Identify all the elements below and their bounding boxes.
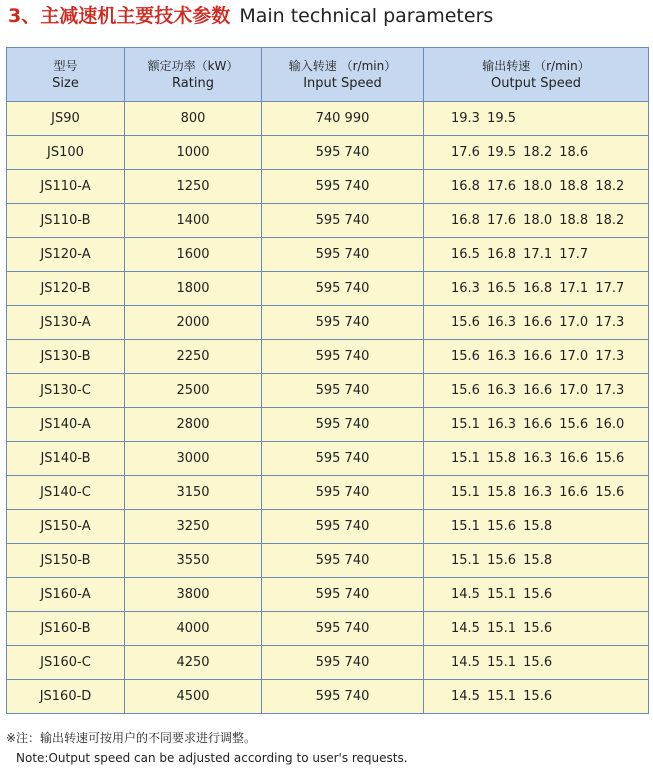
header-output-speed-en: Output Speed xyxy=(490,75,582,91)
output-speed-cell: 15.1 15.8 16.3 16.6 15.6 xyxy=(424,476,649,510)
size-cell: JS140-A xyxy=(7,408,125,442)
size-cell: JS130-A xyxy=(7,306,125,340)
rating-cell: 4500 xyxy=(125,680,262,714)
table-row xyxy=(7,204,649,238)
rating-cell: 4250 xyxy=(125,646,262,680)
section-title xyxy=(8,2,493,30)
rating-cell: 2000 xyxy=(125,306,262,340)
output-speed-cell: 15.1 15.6 15.8 xyxy=(424,544,649,578)
output-speed-cell: 14.5 15.1 15.6 xyxy=(424,612,649,646)
header-rating-en: Rating xyxy=(172,75,214,91)
table-row xyxy=(7,238,649,272)
header-input-speed xyxy=(262,48,424,102)
input-speed-cell: 595 740 xyxy=(262,136,424,170)
rating-cell: 3550 xyxy=(125,544,262,578)
input-speed-cell: 595 740 xyxy=(262,306,424,340)
rating-cell: 1400 xyxy=(125,204,262,238)
input-speed-cell: 595 740 xyxy=(262,578,424,612)
output-speed-cell: 16.8 17.6 18.0 18.8 18.2 xyxy=(424,204,649,238)
output-speed-cell: 14.5 15.1 15.6 xyxy=(424,680,649,714)
input-speed-cell: 595 740 xyxy=(262,612,424,646)
section-title-en: Main technical parameters xyxy=(239,5,494,27)
header-input-speed-cn: 输入转速 （r/min） xyxy=(288,58,397,73)
output-speed-cell: 15.1 15.8 16.3 16.6 15.6 xyxy=(424,442,649,476)
header-size xyxy=(7,48,125,102)
rating-cell: 1000 xyxy=(125,136,262,170)
rating-cell: 3150 xyxy=(125,476,262,510)
output-speed-cell: 15.6 16.3 16.6 17.0 17.3 xyxy=(424,340,649,374)
table-row xyxy=(7,136,649,170)
size-cell: JS160-B xyxy=(7,612,125,646)
output-speed-cell: 16.3 16.5 16.8 17.1 17.7 xyxy=(424,272,649,306)
table-row xyxy=(7,306,649,340)
table-row xyxy=(7,544,649,578)
size-cell: JS160-A xyxy=(7,578,125,612)
output-speed-cell: 15.6 16.3 16.6 17.0 17.3 xyxy=(424,306,649,340)
table-row xyxy=(7,476,649,510)
rating-cell: 1250 xyxy=(125,170,262,204)
size-cell: JS140-B xyxy=(7,442,125,476)
input-speed-cell: 595 740 xyxy=(262,510,424,544)
size-cell: JS140-C xyxy=(7,476,125,510)
table-row xyxy=(7,578,649,612)
rating-cell: 2250 xyxy=(125,340,262,374)
note-cn: ※注：输出转速可按用户的不同要求进行调整。 xyxy=(6,731,257,745)
size-cell: JS110-A xyxy=(7,170,125,204)
output-speed-cell: 19.3 19.5 xyxy=(424,102,649,136)
size-cell: JS160-D xyxy=(7,680,125,714)
table-row xyxy=(7,680,649,714)
table-row xyxy=(7,340,649,374)
input-speed-cell: 595 740 xyxy=(262,238,424,272)
rating-cell: 3800 xyxy=(125,578,262,612)
size-cell: JS120-B xyxy=(7,272,125,306)
output-speed-cell: 14.5 15.1 15.6 xyxy=(424,646,649,680)
size-cell: JS160-C xyxy=(7,646,125,680)
rating-cell: 3000 xyxy=(125,442,262,476)
size-cell: JS90 xyxy=(7,102,125,136)
header-rating xyxy=(125,48,262,102)
rating-cell: 800 xyxy=(125,102,262,136)
input-speed-cell: 595 740 xyxy=(262,442,424,476)
rating-cell: 2800 xyxy=(125,408,262,442)
header-row xyxy=(7,48,649,102)
input-speed-cell: 595 740 xyxy=(262,646,424,680)
table-row xyxy=(7,170,649,204)
header-output-speed xyxy=(424,48,649,102)
header-size-cn: 型号 xyxy=(53,58,78,73)
output-speed-cell: 15.1 15.6 15.8 xyxy=(424,510,649,544)
table-body xyxy=(7,102,649,714)
size-cell: JS150-A xyxy=(7,510,125,544)
input-speed-cell: 595 740 xyxy=(262,476,424,510)
parameters-table xyxy=(6,47,649,714)
input-speed-cell: 595 740 xyxy=(262,544,424,578)
rating-cell: 1800 xyxy=(125,272,262,306)
size-cell: JS110-B xyxy=(7,204,125,238)
rating-cell: 3250 xyxy=(125,510,262,544)
rating-cell: 1600 xyxy=(125,238,262,272)
table-row xyxy=(7,510,649,544)
output-speed-cell: 15.6 16.3 16.6 17.0 17.3 xyxy=(424,374,649,408)
size-cell: JS100 xyxy=(7,136,125,170)
output-speed-cell: 14.5 15.1 15.6 xyxy=(424,578,649,612)
table-row xyxy=(7,374,649,408)
header-output-speed-cn: 输出转速 （r/min） xyxy=(482,58,590,73)
size-cell: JS150-B xyxy=(7,544,125,578)
table-row xyxy=(7,408,649,442)
rating-cell: 2500 xyxy=(125,374,262,408)
rating-cell: 4000 xyxy=(125,612,262,646)
input-speed-cell: 595 740 xyxy=(262,680,424,714)
table-row xyxy=(7,272,649,306)
table-header xyxy=(7,48,649,102)
output-speed-cell: 16.5 16.8 17.1 17.7 xyxy=(424,238,649,272)
header-rating-cn: 额定功率（kW） xyxy=(147,58,239,73)
input-speed-cell: 595 740 xyxy=(262,408,424,442)
table-row xyxy=(7,612,649,646)
header-input-speed-en: Input Speed xyxy=(303,75,382,91)
table-row xyxy=(7,442,649,476)
input-speed-cell: 595 740 xyxy=(262,374,424,408)
input-speed-cell: 595 740 xyxy=(262,340,424,374)
input-speed-cell: 595 740 xyxy=(262,170,424,204)
output-speed-cell: 17.6 19.5 18.2 18.6 xyxy=(424,136,649,170)
table-row xyxy=(7,646,649,680)
section-title-cn: 3、主减速机主要技术参数 xyxy=(8,5,231,27)
size-cell: JS120-A xyxy=(7,238,125,272)
output-speed-cell: 15.1 16.3 16.6 15.6 16.0 xyxy=(424,408,649,442)
input-speed-cell: 595 740 xyxy=(262,204,424,238)
output-speed-cell: 16.8 17.6 18.0 18.8 18.2 xyxy=(424,170,649,204)
table-row xyxy=(7,102,649,136)
header-size-en: Size xyxy=(52,75,79,91)
size-cell: JS130-C xyxy=(7,374,125,408)
input-speed-cell: 595 740 xyxy=(262,272,424,306)
size-cell: JS130-B xyxy=(7,340,125,374)
input-speed-cell: 740 990 xyxy=(262,102,424,136)
note-en: Note:Output speed can be adjusted according to user's requests. xyxy=(16,751,408,765)
